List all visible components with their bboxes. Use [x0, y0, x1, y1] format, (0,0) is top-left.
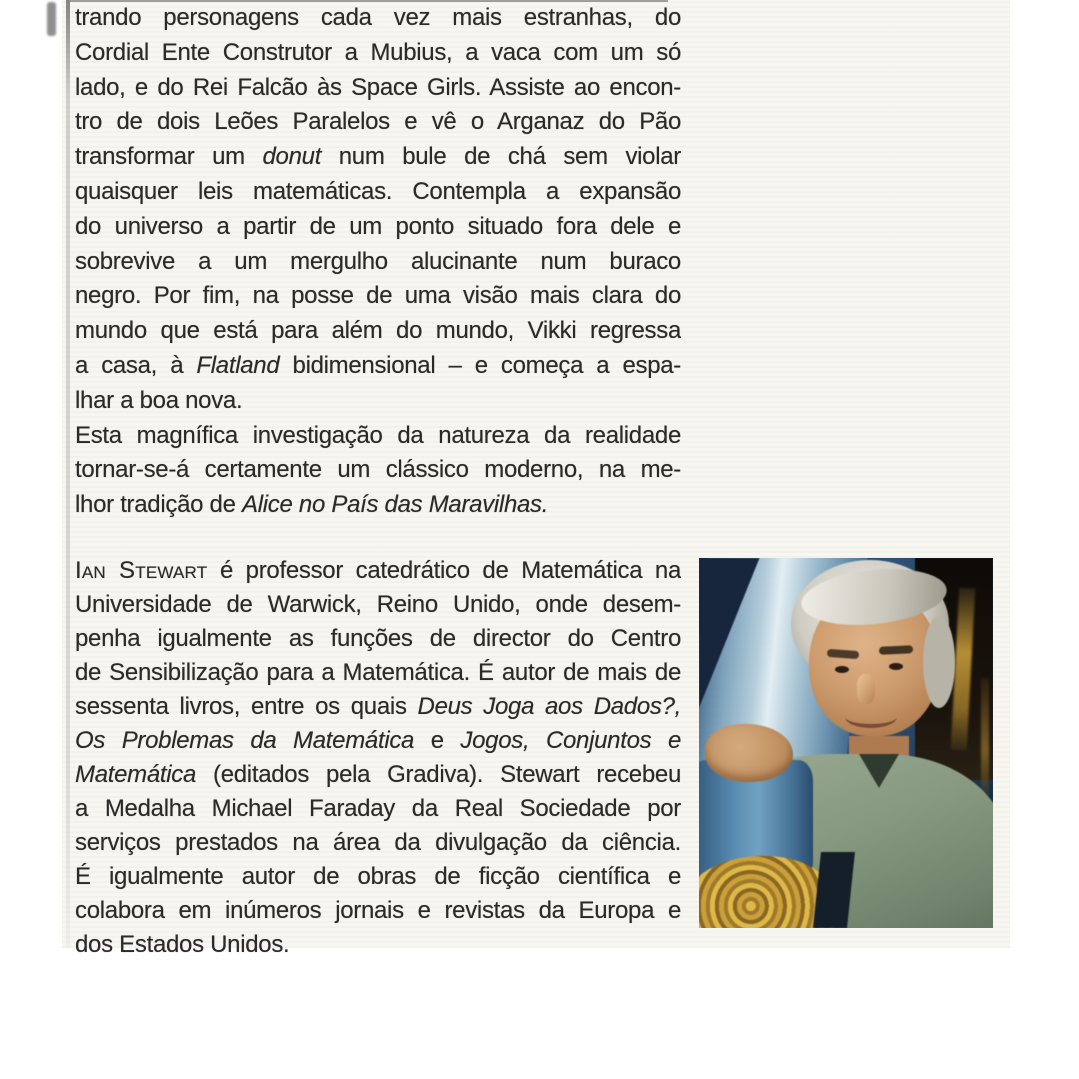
author-photo: [699, 558, 993, 928]
text-line: do universo a partir de um ponto situado fora dele e: [75, 212, 681, 240]
synopsis-text: [75, 1, 681, 523]
text-line: a Medalha Michael Faraday da Real Sociedade por: [75, 795, 681, 822]
author-hand: [705, 724, 793, 782]
author-hair-side: [923, 616, 955, 708]
text-line: quaisquer leis matemáticas. Contempla a expansão: [75, 177, 681, 205]
text-line: lado, e do Rei Falcão às Space Girls. Assiste ao encon-: [75, 73, 681, 101]
text-line: É igualmente autor de obras de ficção científica e: [75, 863, 681, 890]
text-line: penha igualmente as funções de director do Centro: [75, 625, 681, 652]
author-nose: [857, 674, 875, 704]
text-line: tro de dois Leões Paralelos e vê o Arganaz do Pão: [75, 108, 681, 136]
author-bio-paragraph: [75, 554, 681, 962]
text-line: Ian Stewart é professor catedrático de Matemática na: [75, 557, 681, 584]
author-right-eye: [889, 663, 903, 670]
text-line: dos Estados Unidos.: [75, 931, 290, 958]
text-line: serviços prestados na área da divulgação da ciência.: [75, 829, 681, 856]
closing-paragraph: [75, 419, 681, 523]
scan-smudge-artifact: [47, 2, 56, 36]
author-mouth: [845, 706, 897, 728]
text-line: Esta magnífica investigação da natureza da realidade: [75, 421, 681, 449]
author-photo-art: [699, 558, 993, 928]
author-bio-text: [75, 554, 681, 962]
author-left-eye: [835, 666, 849, 673]
text-line: lhor tradição de Alice no País das Maravilhas.: [75, 491, 549, 519]
text-line: de Sensibilização para a Matemática. É autor de mais de: [75, 659, 681, 686]
synopsis-paragraph: [75, 1, 681, 419]
page-left-edge-shadow: [66, 0, 70, 948]
text-line: tornar-se-á certamente um clássico moderno, na me-: [75, 456, 681, 484]
text-line: sessenta livros, entre os quais Deus Joga aos Dados?,: [75, 693, 681, 720]
text-line: Os Problemas da Matemática e Jogos, Conjuntos e: [75, 727, 681, 754]
text-line: Universidade de Warwick, Reino Unido, onde desem-: [75, 591, 681, 618]
text-line: sobrevive a um mergulho alucinante num buraco: [75, 247, 681, 275]
gold-streak-2: [981, 678, 989, 798]
text-line: Matemática (editados pela Gradiva). Stewart recebeu: [75, 761, 681, 788]
text-line: trando personagens cada vez mais estranhas, do: [75, 4, 681, 31]
text-line: negro. Por fim, na posse de uma visão mais clara do: [75, 282, 681, 310]
text-line: Cordial Ente Construtor a Mubius, a vaca com um só: [75, 38, 681, 66]
text-line: colabora em inúmeros jornais e revistas da Europa e: [75, 897, 681, 924]
text-line: transformar um donut num bule de chá sem violar: [75, 143, 681, 171]
text-line: mundo que está para além do mundo, Vikki regressa: [75, 317, 681, 345]
text-line: a casa, à Flatland bidimensional – e começa a espa-: [75, 351, 681, 379]
author-shirt-collar: [859, 754, 899, 788]
text-line: lhar a boa nova.: [75, 386, 243, 414]
